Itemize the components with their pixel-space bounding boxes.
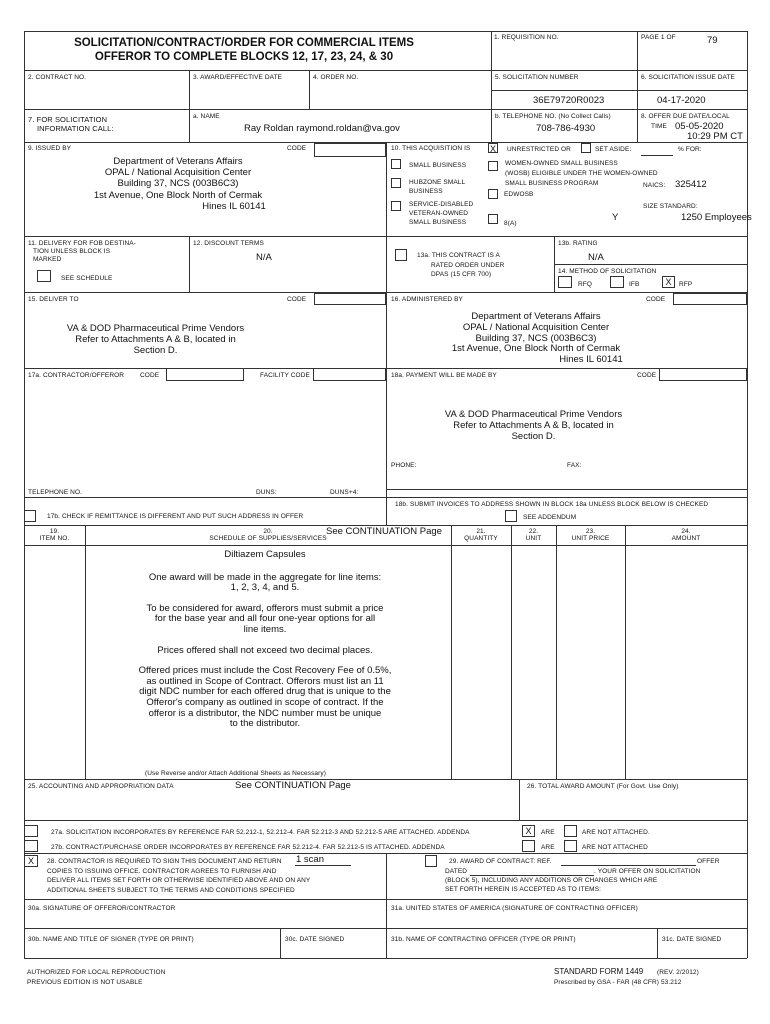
page-label: PAGE 1 OF — [641, 34, 676, 41]
copies-count[interactable]: 1 scan — [296, 854, 324, 865]
rfq-label: RFQ — [578, 281, 593, 288]
award-offer-label: OFFER — [697, 858, 720, 865]
col-unit-price-line: UNIT PRICE — [571, 535, 610, 542]
wosb-label — [505, 159, 658, 189]
schedule-line: Offeror's company as outlined in scope of contract. If the — [146, 696, 384, 708]
y-mark: Y — [612, 212, 619, 223]
dpas-label-line: DPAS (15 CFR 700) — [431, 271, 492, 278]
rfp-checkbox[interactable]: X — [662, 276, 675, 288]
schedule-line: line items. — [243, 623, 287, 635]
administered-by-line: 1st Avenue, One Block North of Cermak — [451, 343, 621, 355]
award-line1: 29. AWARD OF CONTRACT: REF. — [449, 858, 552, 865]
telephone-label: b. TELEPHONE NO. (No Collect Calls) — [495, 113, 611, 120]
method-divider — [554, 264, 747, 265]
administered-by-line: Building 37, NCS (003B6C3) — [475, 332, 597, 344]
addendum-label: SEE ADDENDUM — [523, 514, 577, 521]
payment-by-code-label: CODE — [637, 372, 657, 379]
eight-a-checkbox[interactable] — [488, 214, 498, 224]
schedule-line: Prices offered shall not exceed two decimal places. — [157, 644, 373, 656]
schedule-line: for the base year and all four one-year options for all — [154, 613, 376, 625]
col-unit-price — [556, 528, 625, 542]
contractor-sign-text — [47, 857, 310, 895]
submit-invoices-label: 18b. SUBMIT INVOICES TO ADDRESS SHOWN IN BLOCK 18a UNLESS BLOCK BELOW IS CHECKED — [395, 501, 709, 508]
solicitation-date[interactable]: 04-17-2020 — [657, 95, 706, 106]
duns-label: DUNS: — [256, 489, 277, 496]
small-business-label: SMALL BUSINESS — [409, 162, 467, 169]
delivery-fob-label — [28, 240, 136, 264]
addenda-27b-are-label: ARE — [541, 844, 555, 851]
rfp-label: RFP — [679, 281, 693, 288]
officer-name-label: 31b. NAME OF CONTRACTING OFFICER (TYPE OR PRINT) — [391, 936, 576, 943]
rfq-checkbox[interactable] — [558, 276, 572, 288]
schedule-line: 1, 2, 3, 4, and 5. — [230, 582, 300, 594]
set-aside-label: SET ASIDE: — [595, 146, 632, 153]
form-title-line2: OFFEROR TO COMPLETE BLOCKS 12, 17, 23, 24, & 30 — [94, 51, 394, 63]
hubzone-label-line: BUSINESS — [409, 188, 443, 195]
sdvosb-label — [409, 200, 473, 227]
order-no-label: 4. ORDER NO. — [313, 74, 359, 81]
issued-by-line: Hines IL 60141 — [202, 200, 266, 212]
size-standard[interactable]: 1250 Employees — [681, 212, 752, 223]
award-line4: SET FORTH HEREIN IS ACCEPTED AS TO ITEMS: — [445, 886, 602, 893]
payment-by-line: VA & DOD Pharmaceutical Prime Vendors — [444, 409, 623, 420]
wosb-label-line: WOMEN-OWNED SMALL BUSINESS — [505, 160, 618, 167]
issued-by-line: Department of Veterans Affairs — [113, 156, 243, 167]
hubzone-label-line: HUBZONE SMALL — [409, 179, 466, 186]
accounting-value: See CONTINUATION Page — [235, 780, 351, 791]
rating-label: 13b. RATING — [558, 240, 598, 247]
addenda-27b-are-checkbox[interactable] — [522, 840, 535, 852]
issued-by-address — [28, 156, 328, 212]
hubzone-label — [409, 178, 465, 196]
issued-by-line: Building 37, NCS (003B6C3) — [117, 178, 239, 190]
schedule-line: Offered prices must include the Cost Recovery Fee of 0.5%, — [138, 665, 392, 677]
addenda-27b-not-checkbox[interactable] — [564, 840, 577, 852]
addenda-27b-not-label: ARE NOT ATTACHED — [582, 844, 648, 851]
schedule-line: as outlined in Scope of Contract. Offerors must list an 11 — [146, 675, 384, 687]
info-call-label-line1: 7. FOR SOLICITATION — [28, 115, 108, 124]
contractor-sign-line — [47, 857, 310, 867]
addenda-27a-not-checkbox[interactable] — [564, 825, 577, 837]
unrestricted-checkbox[interactable]: X — [489, 144, 496, 154]
eight-a-label: 8(A) — [504, 220, 517, 227]
contractor-sign-line: COPIES TO ISSUING OFFICE. CONTRACTOR AGREES TO FURNISH AND — [47, 867, 277, 875]
contract-no-label: 2. CONTRACT NO. — [28, 74, 87, 81]
col-item-no-line: ITEM NO. — [39, 535, 70, 542]
payment-by-code-field[interactable] — [659, 368, 747, 381]
contractor-sign-line: DELIVER ALL ITEMS SET FORTH OR OTHERWISE IDENTIFIED ABOVE AND ON ANY — [47, 877, 311, 884]
page-total: 79 — [707, 35, 718, 46]
info-call-label-line2: INFORMATION CALL: — [37, 124, 114, 133]
remittance-checkbox[interactable] — [24, 510, 36, 522]
col-item-no — [24, 528, 85, 542]
wosb-checkbox[interactable] — [488, 161, 498, 171]
schedule-paragraph — [85, 646, 445, 657]
naics-label: NAICS: — [643, 182, 666, 189]
schedule-line: One award will be made in the aggregate for line items: — [148, 571, 382, 583]
administered-by-line: Hines IL 60141 — [559, 354, 623, 366]
award-dated-field[interactable] — [470, 875, 594, 876]
award-your-offer-label: . YOUR OFFER ON SOLICITATION — [594, 868, 701, 875]
deliver-to-code-label: CODE — [287, 296, 307, 303]
administered-by-line: OPAL / National Acquisition Center — [462, 321, 610, 333]
col-unit-line: UNIT — [525, 535, 542, 542]
dpas-label — [419, 251, 504, 280]
deliver-to-address — [28, 323, 283, 356]
col-schedule-line: SCHEDULE OF SUPPLIES/SERVICES — [209, 535, 327, 542]
copies-underline — [295, 865, 351, 866]
rating[interactable]: N/A — [588, 252, 604, 263]
payment-phone-label: PHONE: — [391, 462, 417, 469]
solicitation-date-label: 6. SOLICITATION ISSUE DATE — [641, 74, 735, 81]
wosb-label-line: (WOSB) ELIGIBLE UNDER THE WOMEN-OWNED — [505, 170, 658, 177]
delivery-fob-label-line: TION UNLESS BLOCK IS — [33, 248, 111, 255]
footer-form-number: STANDARD FORM 1449 — [554, 967, 644, 976]
contractor-sign-line: ADDITIONAL SHEETS SUBJECT TO THE TERMS AND CONDITIONS SPECIFIED — [47, 886, 295, 894]
solicitation-number[interactable]: 36E79720R0023 — [533, 95, 605, 106]
payment-by-line: Refer to Attachments A & B, located in — [453, 420, 614, 431]
schedule-line: offeror is a distributor, the NDC number must be unique — [148, 707, 382, 719]
sdvosb-label-line: SMALL BUSINESS — [409, 219, 467, 226]
unrestricted-label: UNRESTRICTED OR — [507, 146, 571, 153]
officer-signature-label: 31a. UNITED STATES OF AMERICA (SIGNATURE OF CONTRACTING OFFICER) — [391, 905, 638, 912]
clause-27a-checkbox[interactable] — [24, 825, 38, 837]
award-ref-field[interactable] — [561, 865, 696, 866]
time-label: TIME — [651, 123, 667, 130]
col-amount-line: AMOUNT — [671, 535, 701, 542]
contractor-code-label: CODE — [140, 372, 160, 379]
telephone-number[interactable]: 708-786-4930 — [536, 123, 596, 134]
facility-code-label: FACILITY CODE — [260, 372, 310, 379]
col-schedule-line: 20. — [263, 528, 273, 535]
offeror-date-label: 30c. DATE SIGNED — [285, 936, 345, 943]
award-checkbox[interactable] — [425, 855, 437, 867]
footer-previous-edition: PREVIOUS EDITION IS NOT USABLE — [27, 979, 143, 986]
facility-code-field[interactable] — [313, 368, 386, 381]
contractor-sign-line1: 28. CONTRACTOR IS REQUIRED TO SIGN THIS DOCUMENT AND RETURN — [47, 858, 282, 865]
schedule-paragraph — [85, 604, 445, 636]
award-dated-label: DATED — [445, 868, 468, 875]
delivery-fob-label-line: 11. DELIVERY FOR FOB DESTINA- — [28, 240, 137, 247]
footer-revision: (REV. 2/2012) — [657, 969, 699, 976]
payment-by-label: 18a. PAYMENT WILL BE MADE BY — [391, 372, 497, 379]
addenda-27a-not-label: ARE NOT ATTACHED. — [582, 829, 650, 836]
contractor-label: 17a. CONTRACTOR/OFFEROR — [28, 372, 125, 379]
offer-due-date[interactable]: 05-05-2020 — [675, 121, 724, 132]
schedule-line: Diltiazem Capsules — [224, 549, 306, 560]
name-label: a. NAME — [193, 113, 220, 120]
reverse-note: (Use Reverse and/or Attach Additional Sheets as Necessary) — [145, 770, 327, 777]
form-title — [24, 37, 464, 63]
deliver-to-code-field[interactable] — [314, 293, 386, 305]
administered-by-line: Department of Veterans Affairs — [471, 311, 601, 322]
edwosb-label: EDWOSB — [504, 191, 534, 198]
deliver-to-label: 15. DELIVER TO — [28, 296, 79, 303]
col-unit — [511, 528, 556, 542]
schedule-line: digit NDC number for each offered drug that is unique to the — [139, 686, 391, 698]
payment-by-line: Section D. — [511, 431, 556, 442]
col-unit-price-line: 23. — [585, 528, 596, 535]
contractor-sign-checkbox[interactable]: X — [24, 855, 38, 867]
schedule-body — [85, 550, 445, 730]
accounting-label: 25. ACCOUNTING AND APPROPRIATION DATA — [28, 783, 174, 790]
total-award-label: 26. TOTAL AWARD AMOUNT (For Govt. Use Only) — [527, 783, 679, 790]
sdvosb-checkbox[interactable] — [391, 201, 401, 211]
schedule-paragraph — [85, 573, 445, 594]
requisition-no-label: 1. REQUISITION NO. — [494, 34, 559, 41]
delivery-fob-label-line: MARKED — [33, 256, 62, 263]
schedule-line: to the distributor. — [229, 718, 301, 730]
contact-name[interactable]: Ray Roldan raymond.roldan@va.gov — [244, 123, 400, 134]
see-schedule-label: SEE SCHEDULE — [61, 275, 113, 282]
addenda-27a-are-label: ARE — [541, 829, 555, 836]
contractor-code-field[interactable] — [166, 368, 244, 381]
administered-by-code-field[interactable] — [673, 293, 747, 305]
offer-due-label: 8. OFFER DUE DATE/LOCAL — [641, 113, 730, 120]
set-aside-checkbox[interactable] — [581, 143, 591, 153]
administered-by-label: 16. ADMINISTERED BY — [391, 296, 463, 303]
contractor-telephone-label: TELEPHONE NO. — [28, 489, 83, 496]
col-amount-line: 24. — [681, 528, 691, 535]
schedule-continuation-note: See CONTINUATION Page — [326, 526, 442, 537]
col-quantity-line: 21. — [476, 528, 486, 535]
addendum-checkbox[interactable] — [505, 510, 517, 522]
addenda-27a-are-checkbox[interactable]: X — [522, 825, 535, 837]
sdvosb-label-line: SERVICE-DISABLED — [409, 201, 474, 208]
solicitation-number-label: 5. SOLICITATION NUMBER — [495, 74, 579, 81]
deliver-to-line: Refer to Attachments A & B, located in — [75, 334, 236, 345]
col-quantity-line: QUANTITY — [464, 535, 498, 542]
duns4-label: DUNS+4: — [330, 489, 359, 496]
award-date-label: 3. AWARD/EFFECTIVE DATE — [193, 74, 283, 81]
deliver-to-line: VA & DOD Pharmaceutical Prime Vendors — [66, 323, 245, 334]
payment-by-address — [386, 409, 681, 442]
col-unit-line: 22. — [528, 528, 539, 535]
discount-terms[interactable]: N/A — [256, 252, 272, 263]
footer-reproduction: AUTHORIZED FOR LOCAL REPRODUCTION — [27, 969, 166, 976]
ifb-label: IFB — [629, 281, 640, 288]
percent-for-label: % FOR: — [678, 146, 702, 153]
clause-27b-checkbox[interactable] — [24, 840, 38, 852]
issued-by-code-field[interactable] — [314, 143, 386, 157]
set-aside-percent-field[interactable] — [641, 155, 673, 156]
officer-date-label: 31c. DATE SIGNED — [662, 936, 722, 943]
deliver-to-line: Section D. — [133, 345, 178, 356]
issued-by-label: 9. ISSUED BY — [28, 145, 72, 152]
offeror-signature-label: 30a. SIGNATURE OF OFFEROR/CONTRACTOR — [28, 905, 176, 912]
payment-fax-label: FAX: — [567, 462, 582, 469]
see-schedule-checkbox[interactable] — [37, 270, 51, 282]
signer-name-label: 30b. NAME AND TITLE OF SIGNER (TYPE OR PRINT) — [28, 936, 194, 943]
dpas-label-line: RATED ORDER UNDER — [431, 261, 505, 269]
col-item-no-line: 19. — [49, 528, 60, 535]
dpas-checkbox[interactable] — [395, 249, 407, 261]
dpas-label-line: 13a. THIS CONTRACT IS A — [417, 252, 500, 259]
method-label: 14. METHOD OF SOLICITATION — [558, 268, 657, 275]
size-standard-label: SIZE STANDARD: — [643, 203, 698, 210]
hubzone-checkbox[interactable] — [391, 178, 401, 188]
clause-27a-label: 27a. SOLICITATION INCORPORATES BY REFERENCE FAR 52.212-1, 52.212-4. FAR 52.212-3 AND 52.212-5 ARE ATTACHED. ADDENDA — [51, 829, 470, 836]
form-title-line1: SOLICITATION/CONTRACT/ORDER FOR COMMERCIAL ITEMS — [74, 37, 414, 49]
issued-by-code-label: CODE — [287, 145, 307, 152]
schedule-paragraph — [85, 666, 445, 730]
issued-by-line: OPAL / National Acquisition Center — [104, 167, 252, 179]
col-amount — [625, 528, 747, 542]
offer-due-time[interactable]: 10:29 PM CT — [687, 131, 743, 142]
edwosb-checkbox[interactable] — [488, 189, 498, 199]
administered-by-code-label: CODE — [646, 296, 666, 303]
col-quantity — [451, 528, 511, 542]
award-line3: (BLOCK 5), INCLUDING ANY ADDITIONS OR CHANGES WHICH ARE — [445, 877, 658, 884]
issued-by-line: 1st Avenue, One Block North of Cermak — [93, 189, 263, 201]
clause-27b-label: 27b. CONTRACT/PURCHASE ORDER INCORPORATES BY REFERENCE FAR 52.212-4. FAR 52.212-5 IS ATTACHED. ADDENDA — [51, 844, 445, 851]
small-business-checkbox[interactable] — [391, 159, 401, 169]
footer-prescribed: Prescribed by GSA - FAR (48 CFR) 53.212 — [554, 979, 682, 986]
ifb-checkbox[interactable] — [610, 276, 624, 288]
wosb-label-line: SMALL BUSINESS PROGRAM — [505, 180, 599, 187]
schedule-line: To be considered for award, offerors must submit a price — [146, 602, 384, 614]
naics-code[interactable]: 325412 — [675, 179, 707, 190]
sdvosb-label-line: VETERAN-OWNED — [409, 210, 469, 217]
discount-terms-label: 12. DISCOUNT TERMS — [193, 240, 264, 247]
remittance-label: 17b. CHECK IF REMITTANCE IS DIFFERENT AND PUT SUCH ADDRESS IN OFFER — [47, 513, 304, 520]
acquisition-label: 10. THIS ACQUISITION IS — [391, 145, 471, 152]
schedule-paragraph — [85, 550, 445, 561]
administered-by-address — [386, 312, 686, 366]
info-call-label — [28, 115, 114, 133]
